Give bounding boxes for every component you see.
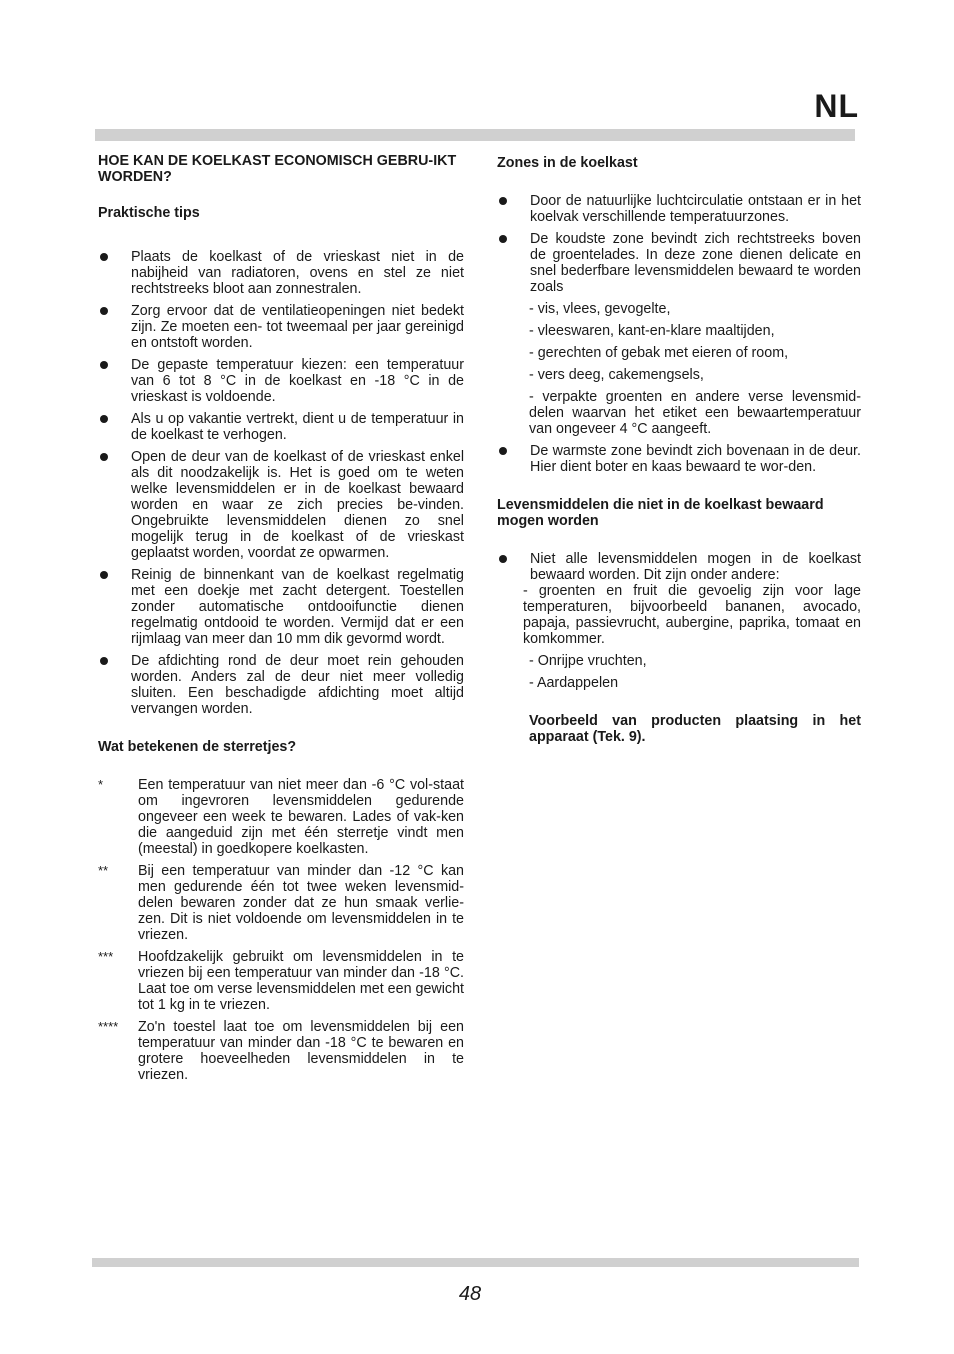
zones-heading: Zones in de koelkast (497, 155, 638, 171)
right-column (497, 155, 861, 745)
example-caption: Voorbeeld van producten plaatsing in het apparaat (Tek. 9). (529, 713, 861, 745)
list-item: Open de deur van de koelkast of de vrieskast enkel als dit noodzakelijk is. Het is goed om te weten welke levensmiddelen er in de koelkast bewaard worden en waar ze zich precies be-vinden. Ongebruikte levensmiddelen dienen zo snel mogelijk terug in de koelkast of de vrieskast geplaatst worden, voordat ze opwarmen. (98, 449, 464, 561)
list-item: De afdichting rond de deur moet rein gehouden worden. Anders zal de deur niet meer volledig sluiten. Een beschadigde afdichting moet altijd vervangen worden. (98, 653, 464, 717)
not-in-fridge-items (497, 583, 861, 647)
list-item: Niet alle levensmiddelen mogen in de koelkast bewaard worden. Dit zijn onder andere: (497, 551, 861, 583)
list-item: - vis, vlees, gevogelte, (529, 301, 671, 317)
list-item: De koudste zone bevindt zich rechtstreeks boven de groentelades. In deze zone dienen delicate en snel bederfbare levensmiddelen bewaard te worden zoals (497, 231, 861, 295)
left-column (98, 153, 464, 1083)
star-rating-mark: * (98, 777, 104, 792)
stars-list (98, 777, 464, 1083)
not-in-fridge-heading: Levensmiddelen die niet in de koelkast bewaard mogen worden (497, 497, 824, 529)
star-rating-text: Bij een temperatuur van minder dan -12 °C kan men gedurende één tot twee weken levensmid-delen bewaren zonder dat ze hun smaak verlie-zen. Dit is niet voldoende om levensmiddelen in te vriezen. (138, 863, 464, 943)
page-number: 48 (458, 1283, 482, 1305)
tips-list (98, 249, 464, 717)
list-item: Plaats de koelkast of de vrieskast niet in de nabijheid van radiatoren, ovens en stel ze niet rechtstreeks bloot aan zonnestralen. (98, 249, 464, 297)
zones-list (497, 193, 861, 295)
list-item: Reinig de binnenkant van de koelkast regelmatig met een doekje met zacht detergent. Toestellen zonder automatische ontdooifunctie dienen regelmatig ontdooid te worden. Vermijd dat er een rijmlaag van meer dan 10 mm dik gevormd wordt. (98, 567, 464, 647)
not-in-fridge-items-more (497, 653, 861, 691)
not-in-fridge-list (497, 551, 861, 583)
list-item: De warmste zone bevindt zich bovenaan in de deur. Hier dient boter en kaas bewaard te wor-den. (497, 443, 861, 475)
list-item: Als u op vakantie vertrekt, dient u de temperatuur in de koelkast te verhogen. (98, 411, 464, 443)
list-item: - Aardappelen (529, 675, 619, 691)
star-rating-mark: *** (98, 949, 114, 964)
star-rating-mark: **** (98, 1019, 119, 1034)
stars-heading: Wat betekenen de sterretjes? (98, 739, 297, 755)
list-item: - verpakte groenten en andere verse levensmid-delen waarvan het etiket een bewaartemperatuur van ongeveer 4 °C aangeeft. (529, 389, 861, 437)
list-item: De gepaste temperatuur kiezen: een temperatuur van 6 tot 8 °C in de koelkast en -18 °C in de vrieskast is voldoende. (98, 357, 464, 405)
star-rating-text: Hoofdzakelijk gebruikt om levensmiddelen in te vriezen bij een temperatuur van minder dan -18 °C. Laat toe om verse levensmiddelen met een gewicht tot 1 kg in te vriezen. (138, 949, 464, 1013)
star-rating-text: Zo'n toestel laat toe om levensmiddelen bij een temperatuur van minder dan -18 °C te bewaren en grotere hoeveelheden levensmiddelen in te vriezen. (138, 1019, 464, 1083)
list-item: Door de natuurlijke luchtcirculatie ontstaan er in het koelvak verschillende temperatuurzones. (497, 193, 861, 225)
list-item: Zorg ervoor dat de ventilatieopeningen niet bedekt zijn. Ze moeten een- tot tweemaal per jaar gereinigd en ontstoft worden. (98, 303, 464, 351)
list-item (98, 777, 464, 857)
footer-divider (92, 1258, 859, 1267)
zones-list-continued (497, 443, 861, 475)
star-rating-text: Een temperatuur van niet meer dan -6 °C vol-staat om ingevroren levensmiddelen gedurende ongeveer een week te bewaren. Lades of vak-ken die aangeduid zijn met één sterretje vindt men (meestal) in goedkopere koelkasten. (138, 777, 464, 857)
star-rating-mark: ** (98, 863, 109, 878)
zone-items (497, 301, 861, 437)
list-item: - vers deeg, cakemengsels, (529, 367, 704, 383)
language-code: NL (814, 88, 859, 124)
list-item: - Onrijpe vruchten, (529, 653, 647, 669)
list-item (98, 1019, 464, 1083)
header-divider (95, 129, 855, 141)
tips-heading: Praktische tips (98, 205, 200, 221)
list-item (98, 949, 464, 1013)
section-title: HOE KAN DE KOELKAST ECONOMISCH GEBRU-IKT WORDEN? (98, 153, 457, 185)
list-item: - vleeswaren, kant-en-klare maaltijden, (529, 323, 775, 339)
list-item: - groenten en fruit die gevoelig zijn voor lage temperaturen, bijvoorbeeld bananen, avocado, papaja, passievrucht, aubergine, paprika, tomaat en komkommer. (523, 583, 861, 647)
list-item (98, 863, 464, 943)
list-item: - gerechten of gebak met eieren of room, (529, 345, 789, 361)
